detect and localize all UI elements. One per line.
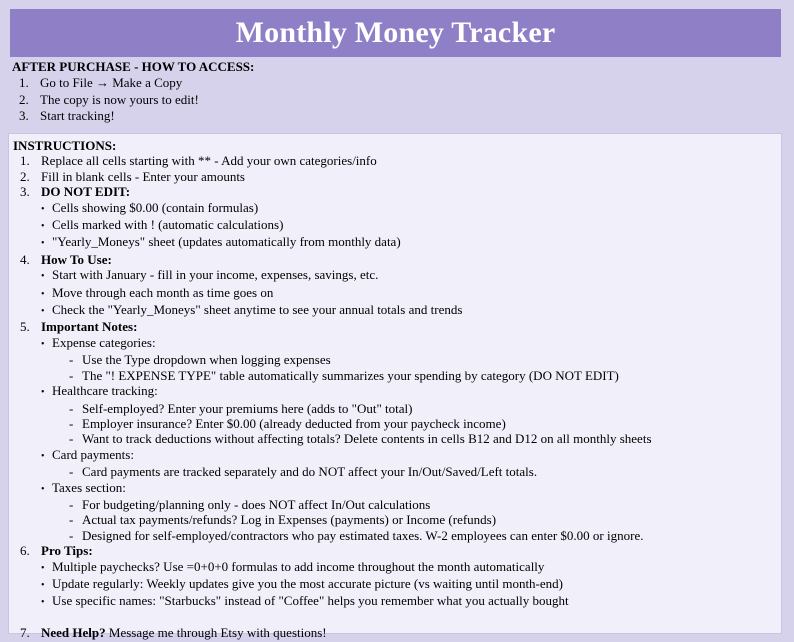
note-item: - Use the Type dropdown when logging expenses [69, 352, 331, 368]
spacer [13, 611, 781, 625]
note-item: - Card payments are tracked separately and do NOT affect your In/Out/Saved/Left totals. [69, 464, 538, 480]
dash-icon: - [69, 415, 74, 431]
bullet-item: • Check the "Yearly_Moneys" sheet anytime to see your annual totals and trends [13, 302, 781, 319]
note-group: • Card payments: [13, 447, 781, 464]
note-group: • Taxes section: [13, 480, 781, 497]
instructions-box [8, 133, 782, 640]
instruction-step-6: 6. Pro Tips: [20, 543, 93, 559]
bullet-icon: • [41, 288, 45, 300]
access-step: 3. Start tracking! [19, 107, 115, 123]
instruction-step-4: 4. How To Use: [20, 251, 112, 267]
note-item: - Actual tax payments/refunds? Log in Expenses (payments) or Income (refunds) [69, 512, 497, 528]
instruction-step-7: 7. Need Help? Message me through Etsy with questions! [20, 624, 327, 640]
instruction-step-3: 3. DO NOT EDIT: [20, 184, 131, 200]
access-heading: AFTER PURCHASE - HOW TO ACCESS: [12, 59, 255, 74]
bullet-item: • Cells showing $0.00 (contain formulas) [13, 200, 781, 217]
note-item: - Self-employed? Enter your premiums here (adds to "Out" total) [69, 400, 413, 416]
bullet-item: • Multiple paychecks? Use =0+0+0 formulas to add income throughout the month automatically [13, 559, 781, 576]
instruction-step-2: 2. Fill in blank cells - Enter your amounts [20, 168, 245, 184]
bullet-icon: • [41, 221, 45, 233]
bullet-icon: • [41, 203, 45, 215]
bullet-icon: • [41, 271, 45, 283]
bullet-item: • Start with January - fill in your income, expenses, savings, etc. [13, 267, 781, 284]
dash-icon: - [69, 464, 74, 480]
dash-icon: - [69, 512, 74, 528]
instructions-heading: INSTRUCTIONS: [13, 138, 117, 153]
bullet-icon: • [41, 579, 45, 591]
note-item: - Want to track deductions without affecting totals? Delete contents in cells B12 and D12 on all monthly sheets [69, 431, 652, 447]
dash-icon: - [69, 352, 74, 368]
note-item: - For budgeting/planning only - does NOT affect In/Out calculations [69, 496, 431, 512]
access-step: 1. Go to File → Make a Copy [19, 75, 183, 91]
dash-icon: - [69, 527, 74, 543]
dash-icon: - [69, 367, 74, 383]
bullet-item: • Cells marked with ! (automatic calculations) [13, 217, 781, 234]
bullet-icon: • [41, 597, 45, 609]
note-group: • Expense categories: [13, 335, 781, 352]
note-group: • Healthcare tracking: [13, 383, 781, 400]
instruction-step-5: 5. Important Notes: [20, 319, 138, 335]
dash-icon: - [69, 431, 74, 447]
bullet-item: • Use specific names: "Starbucks" instead of "Coffee" helps you remember what you actually bought [13, 593, 781, 610]
bullet-icon: • [41, 338, 45, 350]
note-item: - Employer insurance? Enter $0.00 (already deducted from your paycheck income) [69, 415, 506, 431]
bullet-icon: • [41, 450, 45, 462]
instruction-step-1: 1. Replace all cells starting with ** - Add your own categories/info [20, 153, 377, 169]
access-step: 2. The copy is now yours to edit! [19, 91, 199, 107]
bullet-icon: • [41, 238, 45, 250]
bullet-item: • Move through each month as time goes on [13, 285, 781, 302]
access-section [12, 59, 782, 124]
dash-icon: - [69, 400, 74, 416]
bullet-item: • "Yearly_Moneys" sheet (updates automatically from monthly data) [13, 234, 781, 251]
bullet-icon: • [41, 562, 45, 574]
bullet-icon: • [41, 387, 45, 399]
bullet-item: • Update regularly: Weekly updates give you the most accurate picture (vs waiting until month-end) [13, 576, 781, 593]
page-title: Monthly Money Tracker [235, 16, 556, 49]
note-item: - The "! EXPENSE TYPE" table automatically summarizes your spending by category (DO NOT EDIT) [69, 367, 619, 383]
title-banner [10, 9, 781, 57]
dash-icon: - [69, 496, 74, 512]
bullet-icon: • [41, 483, 45, 495]
note-item: - Designed for self-employed/contractors who pay estimated taxes. W-2 employees can enter $0.00 or ignore. [69, 527, 644, 543]
bullet-icon: • [41, 306, 45, 318]
